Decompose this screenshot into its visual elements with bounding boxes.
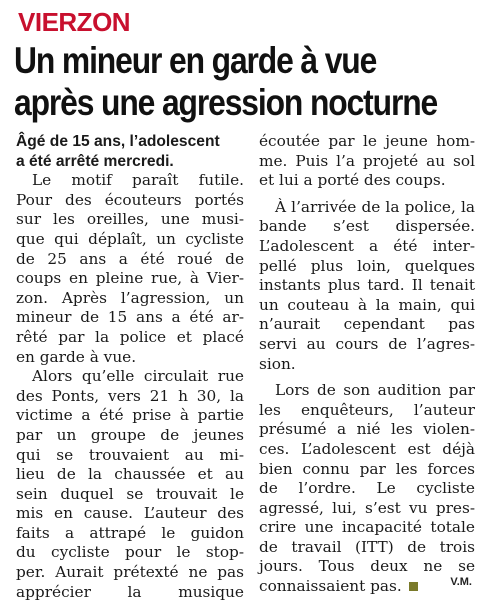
text-line: n’aurait cependant pas — [259, 315, 475, 334]
text-line: per. Aurait prétexté ne pas — [16, 563, 244, 582]
paragraph-1 — [16, 171, 244, 367]
text-line: lieu de la chaussée et au — [16, 465, 244, 484]
article-column-2 — [259, 132, 475, 597]
lede-line: Âgé de 15 ans, l’adolescent — [16, 133, 220, 150]
text-line: servi au cours de l’agres- — [259, 334, 475, 353]
text-line: bande s’est dispersée. — [259, 217, 475, 236]
article-column-1 — [16, 132, 244, 602]
text-line: me. Puis l’a projeté au sol — [259, 151, 475, 170]
text-line: agressé, lui, s’est vu pres- — [259, 498, 475, 517]
text-line: mis en cause. L’auteur des — [16, 504, 244, 523]
text-line: de travail (ITT) de trois — [259, 537, 475, 556]
headline — [14, 40, 438, 124]
text-line: écoutée par le jeune hom- — [259, 132, 475, 150]
text-line: jours. Tous deux ne se — [259, 557, 475, 576]
text-line: Lors de son audition par — [275, 381, 475, 400]
text-line: rêté par la police et placé — [16, 327, 244, 346]
text-line: présumé a nié les violen- — [259, 420, 475, 439]
text-line — [259, 577, 475, 597]
text-line: que qui déplaît, un cycliste — [16, 229, 244, 248]
paragraph-2 — [16, 367, 244, 602]
text-line: victime a été prise à partie — [16, 406, 244, 425]
author-signature: V.M. — [450, 576, 472, 588]
text-line: un couteau à la main, qui — [259, 295, 475, 314]
text-line: sein duquel se trouvait le — [16, 484, 244, 503]
text-line: ces. L’adolescent est déjà — [259, 439, 475, 458]
text-line: sion. — [259, 354, 296, 373]
headline-line: Un mineur en garde à vue — [14, 40, 377, 81]
text-line: qui se trouvaient au mi- — [16, 445, 244, 464]
text-line: par un groupe de jeunes — [16, 425, 244, 444]
text-line: coups en pleine rue, à Vier- — [16, 269, 244, 288]
paragraph-4 — [259, 198, 475, 374]
end-of-article-mark — [409, 582, 418, 591]
text-line: Pour des écouteurs portés — [16, 190, 244, 209]
text-line: L’adolescent a été inter- — [259, 236, 475, 255]
text-line: en garde à vue. — [16, 347, 137, 366]
text-line: de 25 ans a été roué de — [16, 249, 244, 268]
text-line: pellé plus loin, quelques — [259, 256, 475, 275]
text-line: de l’ordre. Le cycliste — [259, 479, 475, 498]
text-line: et lui a porté des coups. — [259, 171, 446, 190]
text-line: bien connu par les forces — [259, 459, 475, 478]
section-label: VIERZON — [18, 7, 131, 37]
text-line: les enquêteurs, l’auteur — [259, 400, 475, 419]
text-line-content: connaissaient pas. — [259, 577, 402, 596]
text-line: mineur de 15 ans a été ar- — [16, 308, 244, 327]
text-line: Alors qu’elle circulait rue — [32, 367, 244, 386]
text-line: instants plus tard. Il tenait — [259, 276, 475, 295]
text-line: zon. Après l’agression, un — [16, 288, 244, 307]
text-line: faits a attrapé le guidon — [16, 523, 244, 542]
text-line: crire une incapacité totale — [259, 518, 475, 537]
text-line: du cycliste pour le stop- — [16, 543, 244, 562]
text-line: des Ponts, vers 21 h 30, la — [16, 386, 244, 405]
text-line: apprécier la musique — [16, 582, 244, 601]
text-line: sur les oreilles, une musi- — [16, 210, 244, 229]
paragraph-5 — [259, 381, 475, 597]
text-line: À l’arrivée de la police, la — [275, 197, 475, 216]
lede-line: a été arrêté mercredi. — [16, 152, 174, 170]
paragraph-3 — [259, 132, 475, 191]
text-line: Le motif paraît futile. — [32, 171, 244, 190]
headline-line: après une agression nocturne — [14, 82, 438, 123]
